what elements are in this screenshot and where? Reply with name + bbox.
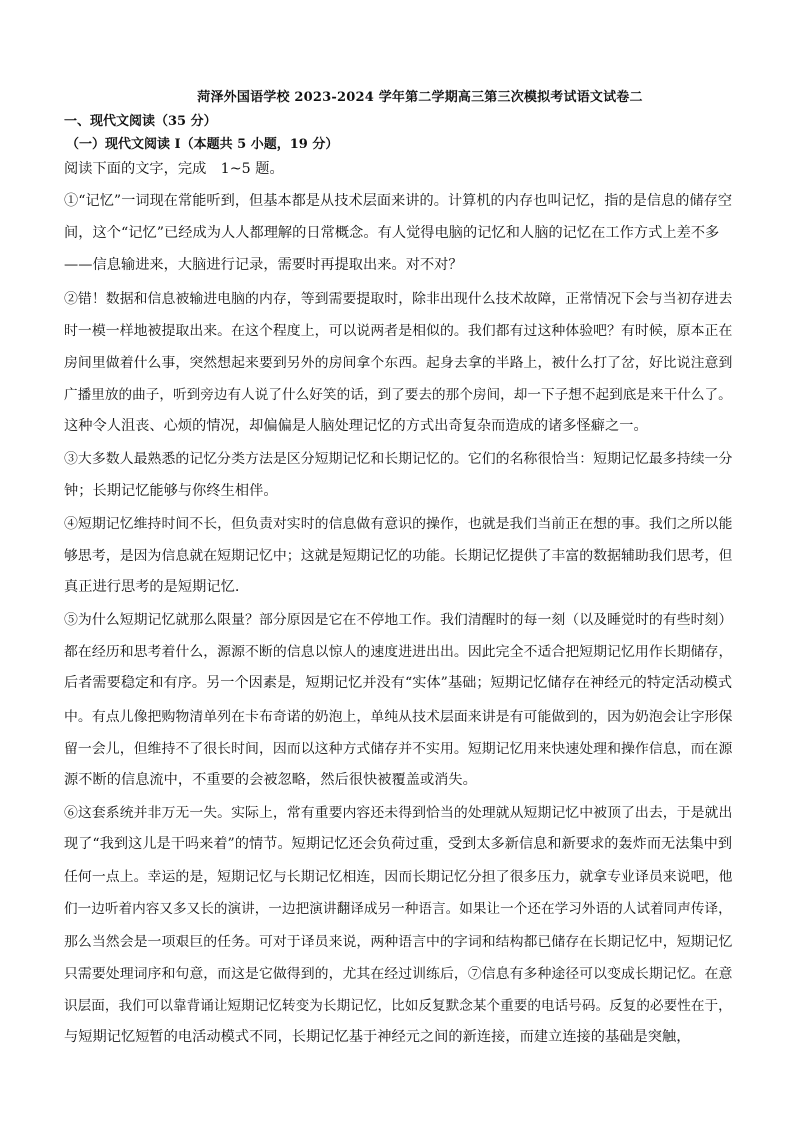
passage-line: 够思考，是因为信息就在短期记忆中；这就是短期记忆的功能。长期记忆提供了丰富的数据辅助我们思考，但	[64, 547, 733, 564]
passage-line: ②错！数据和信息被输进电脑的内存，等到需要提取时，除非出现什么技术故障，正常情况下会与当初存进去	[64, 290, 733, 307]
passage-line: ⑤为什么短期记忆就那么限量？部分原因是它在不停地工作。我们清醒时的每一刻（以及睡觉时的有些时刻）	[64, 612, 733, 629]
passage-line: 现了“我到这儿是干吗来着”的情节。短期记忆还会负荷过重，受到太多新信息和新要求的轰炸而无法集中到	[64, 836, 733, 853]
passage-line: ①“记忆”一词现在常能听到，但基本都是从技术层面来讲的。计算机的内存也叫记忆，指的是信息的储存空	[64, 193, 733, 210]
passage-line: 时一模一样地被提取出来。在这个程度上，可以说两者是相似的。我们都有过这种体验吧？有时候，原本正在	[64, 322, 733, 339]
passage-line: 那么当然会是一项艰巨的任务。可对于译员来说，两种语言中的字词和结构都已储存在长期记忆中，短期记忆	[64, 933, 733, 950]
passage-line: 房间里做着什么事，突然想起来要到另外的房间拿个东西。起身去拿的半路上，被什么打了岔，好比说注意到	[64, 354, 733, 371]
passage-line: 钟；长期记忆能够与你终生相伴。	[64, 482, 278, 499]
passage-line: 中。有点儿像把购物清单列在卡布奇诺的奶泡上，单纯从技术层面来讲是有可能做到的，因为奶泡会让字形保	[64, 708, 733, 725]
passage-line: 广播里放的曲子，听到旁边有人说了什么好笑的话，到了要去的那个房间，却一下子想不起到底是来干什么了。	[64, 387, 732, 403]
passage-line: 后者需要稳定和有序。另一个因素是，短期记忆并没有“实体”基础；短期记忆储存在神经元的特定活动模式	[64, 675, 733, 692]
passage-line: 们一边听着内容又多又长的演讲，一边把演讲翻译成另一种语言。如果让一个还在学习外语的人试着同声传译，	[64, 901, 732, 918]
passage-line: ——信息输进来，大脑进行记录，需要时再提取出来。对不对？	[64, 257, 463, 274]
exam-title: 菏泽外国语学校 2023-2024 学年第二学期高三第三次模拟考试语文试卷二	[197, 90, 643, 105]
section-heading: 一、现代文阅读（35 分）	[64, 114, 217, 129]
passage-line: 都在经历和思考着什么，源源不断的信息以惊人的速度进进出出。因此完全不适合把短期记忆用作长期储存，	[64, 644, 733, 661]
passage-line: 与短期记忆短暂的电活动模式不同，长期记忆基于神经元之间的新连接，而建立连接的基础是突触，	[64, 1029, 691, 1045]
subsection-heading: （一）现代文阅读 I（本题共 5 小题，19 分）	[66, 137, 339, 152]
passage-line: 只需要处理词序和句意，而这是它做得到的，尤其在经过训练后，⑦信息有多种途径可以变成长期记忆。在意	[64, 965, 733, 982]
passage-line: 间，这个“记忆”已经成为人人都理解的日常概念。有人觉得电脑的记忆和人脑的记忆在工作方式上差不多	[64, 225, 720, 242]
passage-line: 真正进行思考的是短期记忆.	[64, 579, 240, 595]
passage-line: 源不断的信息流中，不重要的会被忽略，然后很快被覆盖或消失。	[64, 771, 477, 788]
passage-line: 留一会儿，但维持不了很长时间，因而以这种方式储存并不实用。短期记忆用来快速处理和操作信息，而在源	[64, 740, 733, 757]
passage-line: 识层面，我们可以靠背诵让短期记忆转变为长期记忆，比如反复默念某个重要的电话号码。反复的必要性在于，	[64, 997, 732, 1014]
passage-line: ⑥这套系统并非万无一失。实际上，常有重要内容还未得到恰当的处理就从短期记忆中被顶了出去，于是就出	[64, 805, 733, 821]
instruction-line: 阅读下面的文字，完成 1~5 题。	[64, 161, 284, 177]
passage-line: 任何一点上。幸运的是，短期记忆与长期记忆相连，因而长期记忆分担了很多压力，就拿专业译员来说吧，他	[64, 869, 733, 886]
passage-line: 这种令人沮丧、心烦的情况，却偏偏是人脑处理记忆的方式出奇复杂而造成的诸多怪癖之一。	[64, 418, 648, 435]
passage-line: ④短期记忆维持时间不长，但负责对实时的信息做有意识的操作，也就是我们当前正在想的事。我们之所以能	[64, 515, 733, 532]
passage-line: ③大多数人最熟悉的记忆分类方法是区分短期记忆和长期记忆的。它们的名称很恰当：短期记忆最多持续一分	[64, 451, 733, 468]
